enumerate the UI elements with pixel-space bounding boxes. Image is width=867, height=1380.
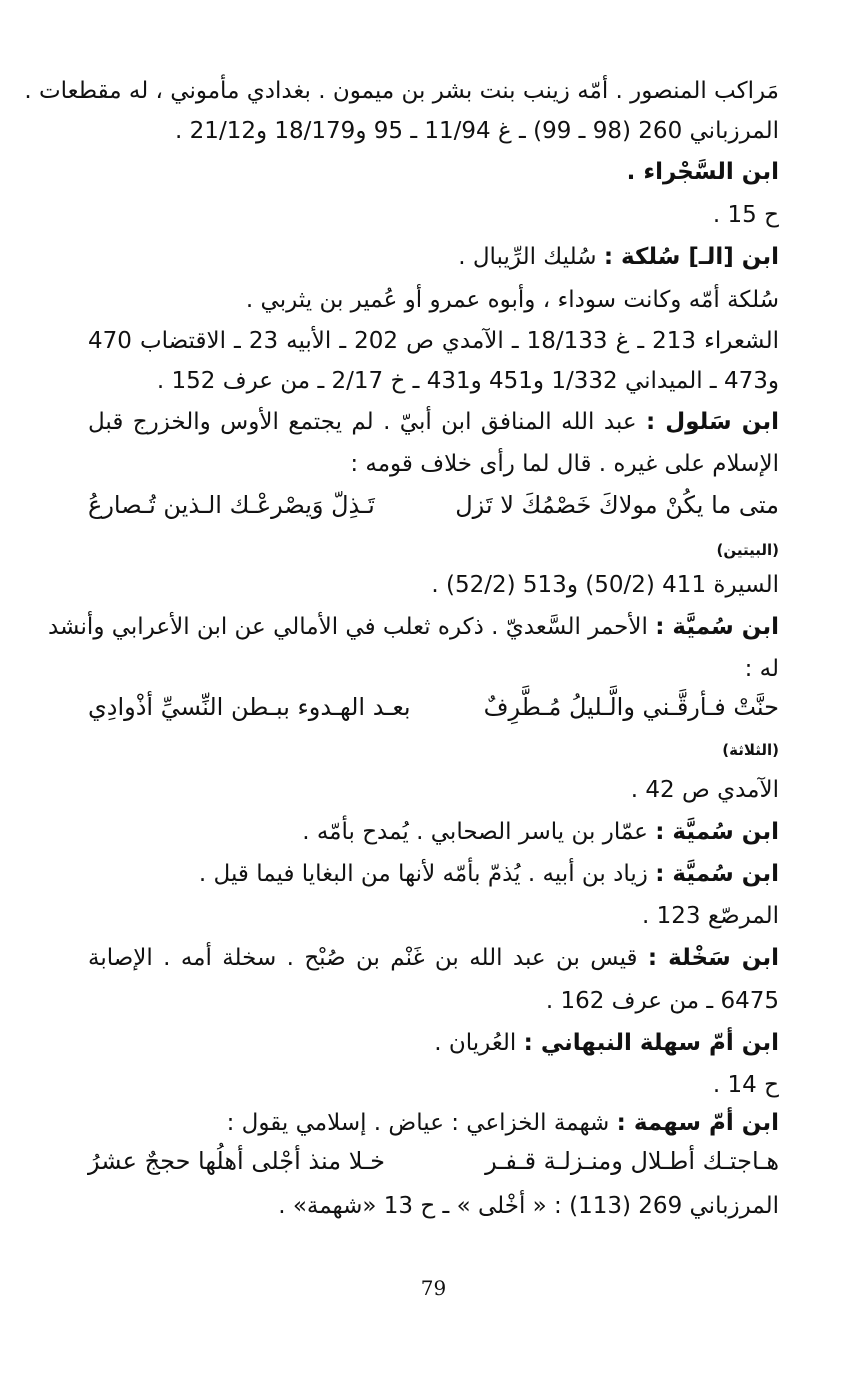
entry-heading: ابن [الـ] سُلكة :	[603, 244, 779, 270]
reference-line: المرزباني 260 (98 ـ 99) ـ غ 11/94 ـ 95 و18/179 و21/12 .	[175, 118, 779, 144]
reference-line: ح 15 .	[712, 202, 779, 228]
text-line: مَراكب المنصور . أمّه زينب بنت بشر بن ميمون . بغدادي مأموني ، له مقطعات .	[24, 78, 779, 104]
verse-hemistich-first: هـاجتـك أطـلال ومنـزلـة قـفـر	[485, 1147, 779, 1175]
reference-line: المرصّع 123 .	[642, 903, 779, 929]
entry-text: عبد الله المنافق ابن أبيّ . لم يجتمع الأوس والخزرج قبل	[88, 409, 637, 435]
page-number: 79	[420, 1276, 447, 1300]
entry-heading: ابن أمّ سهلة النبهاني :	[523, 1030, 779, 1056]
entry-line	[88, 941, 779, 975]
entry-text: سُليك الرِّيبال .	[458, 244, 597, 270]
verse-hemistich-second: خـلا منذ أجْلى أهلُها حججٌ عشرُ	[88, 1147, 385, 1175]
entry-line	[434, 1026, 779, 1060]
text-line: الإسلام على غيره . قال لما رأى خلاف قومه :	[350, 451, 779, 477]
entry-line	[47, 610, 779, 644]
entry-heading: ابن سَخْلة :	[647, 945, 779, 971]
entry-heading: ابن أمّ سهمة :	[616, 1110, 779, 1136]
verse-hemistich-first: حنَّتْ فـأرقَّـني والَّـليلُ مُـطَّرِفٌ	[483, 693, 779, 721]
entry-line	[88, 405, 779, 439]
entry-heading: ابن سُميَّة :	[655, 861, 779, 887]
entry-heading: ابن سُميَّة :	[655, 614, 779, 640]
verse-count-tag: (البيتين)	[716, 541, 779, 559]
entry-heading: ابن سُميَّة :	[655, 819, 779, 845]
entry-text: العُريان .	[434, 1030, 517, 1056]
reference-line: الشعراء 213 ـ غ 18/133 ـ الآمدي ص 202 ـ الأبيه 23 ـ الاقتضاب 470	[88, 328, 779, 354]
entry-text: شهمة الخزاعي : عياض . إسلامي يقول :	[226, 1110, 610, 1136]
verse-hemistich-first: متى ما يكُنْ مولاكَ خَصْمُكَ لا تَزل	[455, 491, 779, 519]
entry-line	[227, 1106, 779, 1140]
entry-text: الأحمر السَّعديّ . ذكره ثعلب في الأمالي عن ابن الأعرابي وأنشد	[47, 614, 648, 640]
entry-line	[458, 240, 779, 274]
reference-line: الآمدي ص 42 .	[630, 777, 779, 803]
verse-hemistich-second: بعـد الهـدوء ببـطن النِّسيِّ أذْوادِي	[88, 693, 411, 721]
reference-line: و473 ـ الميداني 1/332 و451 و431 ـ خ 2/17 ـ من عرف 152 .	[156, 368, 779, 394]
entry-text: زياد بن أبيه . يُذمّ بأمّه لأنها من البغايا فيما قيل .	[198, 861, 648, 887]
entry-line	[199, 857, 779, 891]
entry-heading: ابن سَلول :	[645, 409, 779, 435]
entry-text: عمّار بن ياسر الصحابي . يُمدح بأمّه .	[302, 819, 648, 845]
text-line: له :	[744, 656, 779, 682]
reference-line: المرزباني 269 (113) : « أخْلى » ـ ح 13 «شهمة» .	[278, 1193, 779, 1219]
text-line: سُلكة أمّه وكانت سوداء ، وأبوه عمرو أو عُمير بن يثربي .	[245, 287, 779, 313]
entry-text: قيس بن عبد الله بن غَنْم بن صُبْح . سخلة أمه . الإصابة	[88, 945, 638, 971]
entry-line	[302, 815, 779, 849]
reference-line: السيرة 411 (50/2) و513 (52/2) .	[431, 572, 779, 598]
verse-count-tag: (الثلاثة)	[722, 741, 779, 759]
entry-heading: ابن السَّجْراء .	[626, 159, 779, 185]
reference-line: 6475 ـ من عرف 162 .	[545, 988, 779, 1014]
verse-hemistich-second: تَـذِلّ وَيصْرعْـك الـذين تُـصارعُ	[88, 491, 375, 519]
reference-line: ح 14 .	[712, 1072, 779, 1098]
